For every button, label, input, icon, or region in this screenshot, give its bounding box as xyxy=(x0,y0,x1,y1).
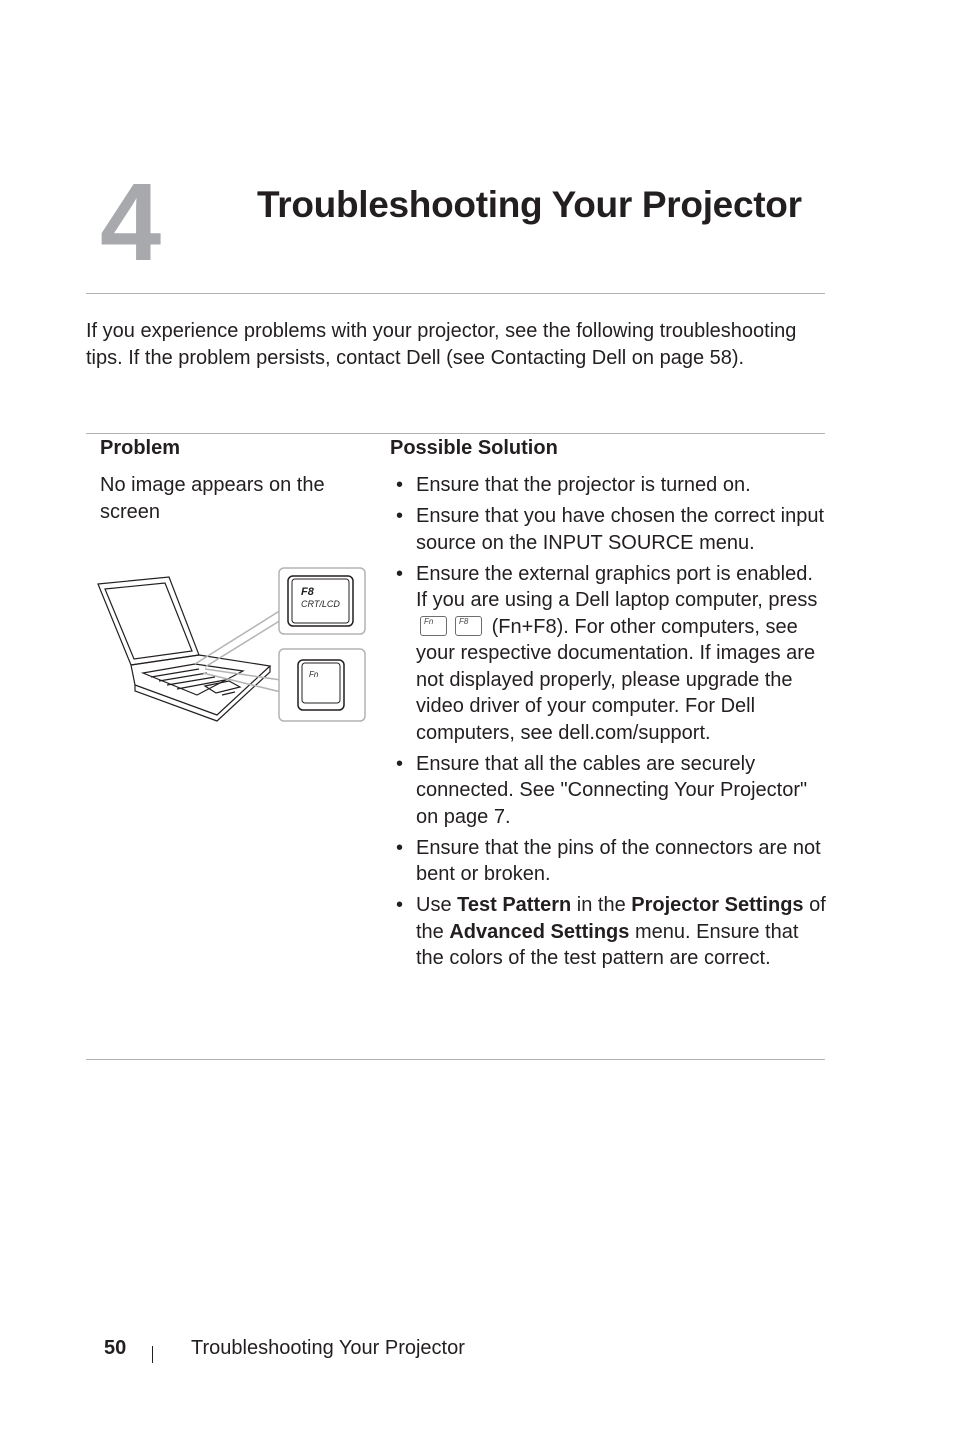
solution-header: Possible Solution xyxy=(390,437,558,459)
intro-paragraph: If you experience problems with your projector, see the following troubleshooting tips. If the problem persists, contact Dell (see Contacting Dell on page 58). xyxy=(86,320,797,369)
list-item xyxy=(394,751,826,831)
list-item xyxy=(394,472,826,499)
solution-text: in the xyxy=(571,894,632,916)
solution-text: Ensure that the projector is turned on. xyxy=(416,474,751,496)
footer-title: Troubleshooting Your Projector xyxy=(191,1337,465,1359)
bullet: • xyxy=(396,752,404,775)
f8-key-label: F8 xyxy=(301,586,314,598)
solution-text: Use xyxy=(416,894,458,916)
f8-key-icon xyxy=(455,616,482,636)
list-item xyxy=(394,835,826,888)
list-item xyxy=(394,892,826,972)
solution-text: (Fn+F8). For other computers, see your respective documentation. If images are not displayed properly, please upgrade the video driver of your computer. For Dell computers, see dell.com/support. xyxy=(416,615,816,744)
bullet: • xyxy=(396,562,404,585)
menu-item-name: Projector Settings xyxy=(631,894,804,916)
footer-separator xyxy=(152,1346,153,1363)
laptop-illustration xyxy=(95,565,370,727)
table-top-rule xyxy=(86,433,825,434)
bullet: • xyxy=(396,474,404,496)
list-item xyxy=(394,503,826,556)
solution-text: Ensure that you have chosen the correct input source on the INPUT SOURCE menu. xyxy=(416,505,825,554)
solution-list xyxy=(394,472,826,976)
page-number: 50 xyxy=(104,1337,127,1359)
solution-text: menu. Ensure that the colors of the test pattern are correct. xyxy=(416,920,799,969)
bullet: • xyxy=(396,894,404,916)
problem-text: No image appears on the screen xyxy=(100,474,325,523)
chapter-title: Troubleshooting Your Projector xyxy=(257,184,802,225)
f8-key-label: F8 xyxy=(459,616,469,626)
f8-key-sublabel: CRT/LCD xyxy=(301,599,340,609)
table-bottom-rule xyxy=(86,1059,825,1060)
solution-text: Ensure the external graphics port is enabled. If you are using a Dell laptop computer, press xyxy=(416,562,818,611)
f8-key-icon xyxy=(288,576,353,626)
fn-key-label: Fn xyxy=(309,670,319,679)
solution-text: of the xyxy=(416,894,826,943)
fn-key-label: Fn xyxy=(424,616,434,626)
solution-text: Ensure that the pins of the connectors are not bent or broken. xyxy=(416,836,821,885)
menu-item-name: Advanced Settings xyxy=(449,920,630,943)
problem-header: Problem xyxy=(100,437,181,459)
list-item xyxy=(394,561,826,747)
chapter-divider xyxy=(86,293,825,294)
chapter-number: 4 xyxy=(100,161,162,284)
fn-key-icon xyxy=(298,660,344,710)
fn-key-icon xyxy=(420,616,447,636)
bullet: • xyxy=(396,505,404,527)
bullet: • xyxy=(396,836,404,859)
menu-item-name: Test Pattern xyxy=(457,894,572,916)
solution-text: Ensure that all the cables are securely connected. See "Connecting Your Projector" on page 7. xyxy=(416,752,808,828)
